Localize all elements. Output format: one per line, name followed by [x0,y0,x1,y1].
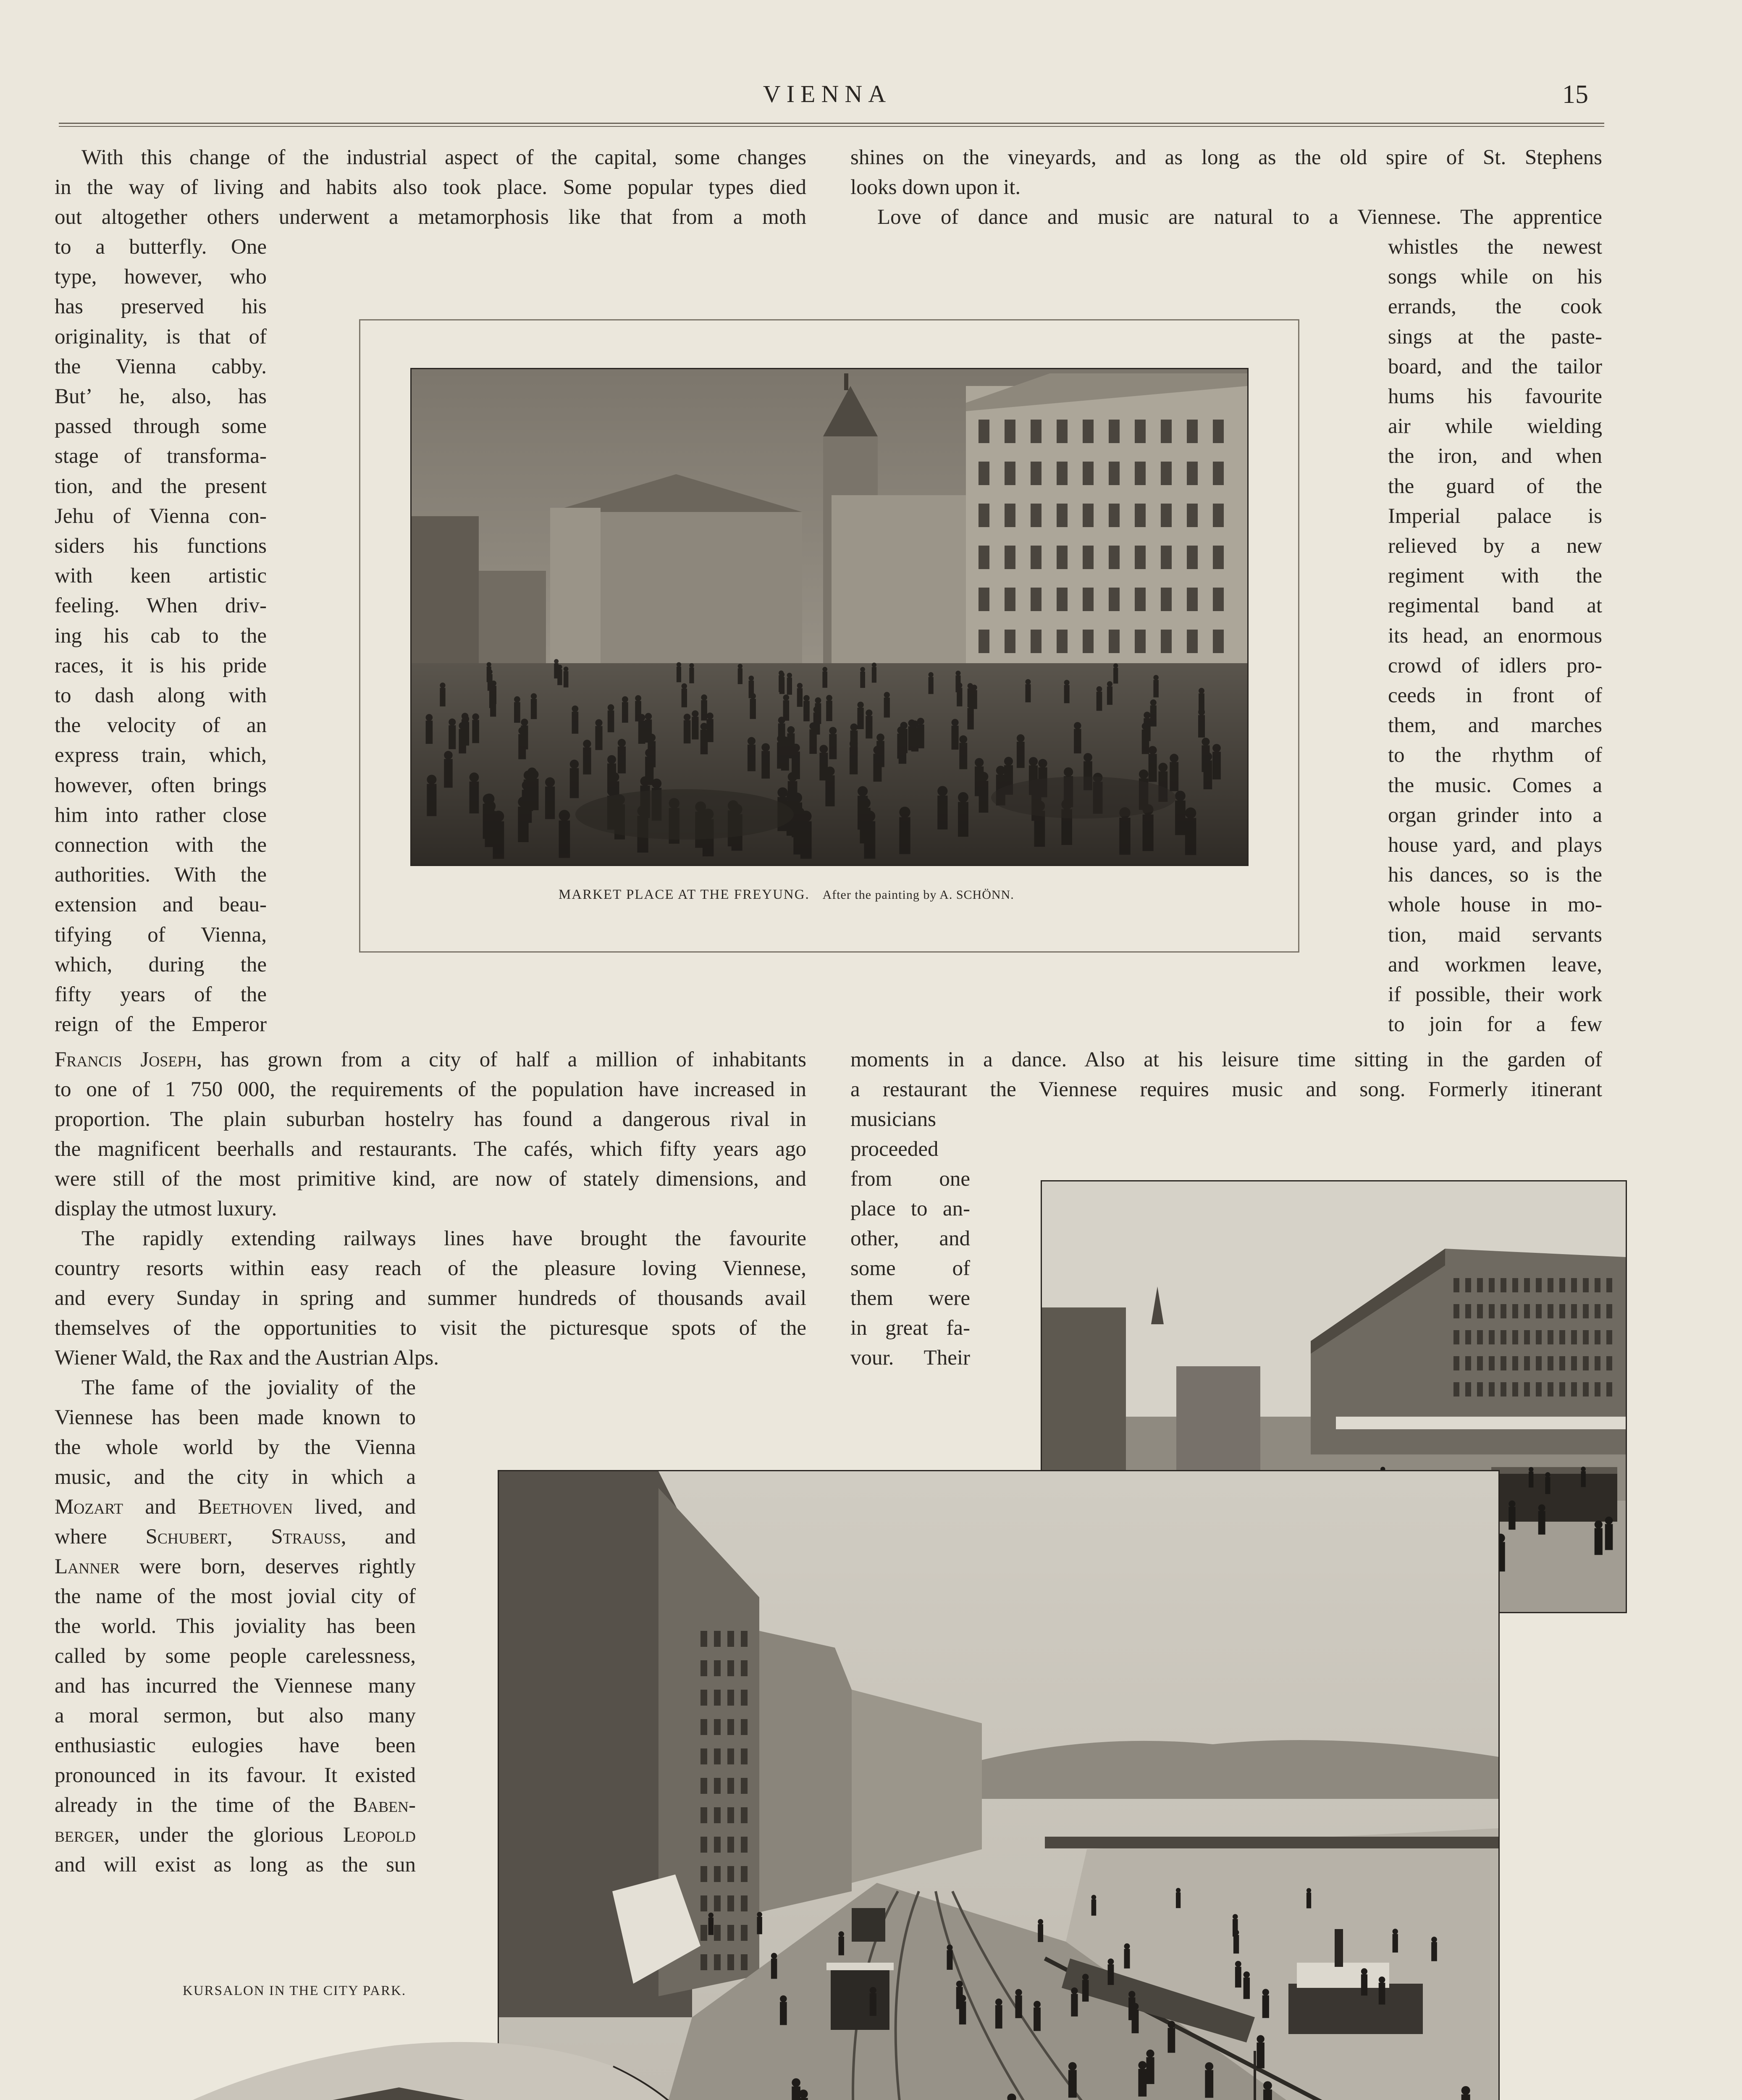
text-line: display the utmost luxury. [55,1197,277,1221]
text-line: authorities. With the [55,863,267,887]
text-line: and every Sunday in spring and summer hundreds of thousands avail [55,1286,806,1310]
name-mozart: Mozart [55,1495,123,1519]
text-line: tion, maid servants [1388,923,1602,947]
text-line: errands, the cook [1388,295,1602,319]
name-beethoven: Beethoven [198,1495,293,1519]
text-line: reign of the Emperor [55,1013,267,1037]
text-line: whole house in mo- [1388,893,1602,917]
text-line: looks down upon it. [850,176,1021,199]
text-line: proportion. The plain suburban hostelry has found a dangerous rival in [55,1108,806,1131]
text-line: crowd of idlers pro- [1388,654,1602,677]
text-line: feeling. When driv- [55,594,267,618]
text-line: his dances, so is the [1388,863,1602,887]
text-line: proceeded [850,1137,939,1161]
text-line: if possible, their work [1388,983,1602,1006]
text-line: them, and marches [1388,714,1602,738]
text-line: the whole world by the Vienna [55,1436,416,1459]
text-line: a moral sermon, but also many [55,1704,416,1727]
francis-josephs-quai-photo [498,1470,1500,2100]
text-line: house yard, and plays [1388,833,1602,857]
text-line: enthusiastic eulogies have been [55,1734,416,1757]
text-line: board, and the tailor [1388,354,1602,378]
text-line: the Vienna cabby. [55,354,267,378]
text-line: The fame of the joviality of the [81,1376,416,1399]
text-line: which, during the [55,953,267,976]
text-line: music, and the city in which a [55,1465,416,1489]
text-line: its head, an enormous [1388,624,1602,648]
text-line: extension and beau- [55,893,267,917]
text-line: pronounced in its favour. It existed [55,1764,416,1787]
text-line: has preserved his [55,295,267,319]
text-line: Imperial palace is [1388,504,1602,528]
text-line: Lanner were born, deserves rightly [55,1555,416,1578]
market-place-caption: MARKET PLACE AT THE FREYUNG. After the painting by A. SCHÖNN. [559,887,1014,902]
text-line: musicians [850,1108,936,1131]
text-line: Viennese has been made known to [55,1406,416,1429]
text-line: originality, is that of [55,325,267,349]
text-line: him into rather close [55,803,267,827]
text-line: sings at the paste- [1388,325,1602,349]
text-line: shines on the vineyards, and as long as the old spire of St. Stephens [850,146,1602,169]
text-line: them were [850,1286,970,1310]
text-line: air while wielding [1388,415,1602,438]
name-babenberger: Baben- [353,1793,416,1817]
text-line: Butʼ he, also, has [55,385,267,408]
text-line: The rapidly extending railways lines have brought the favourite [81,1227,806,1250]
text-line: Francis Joseph, has grown from a city of half a million of inhabitants [55,1048,806,1071]
page-number: 15 [1562,80,1588,109]
kursalon-vignette [101,2016,739,2100]
header-rule-top [59,123,1604,124]
text-line: relieved by a new [1388,534,1602,558]
running-head-title: VIENNA [763,80,892,108]
name-strauss: Strauss [271,1525,341,1549]
text-line: the iron, and when [1388,444,1602,468]
text-line: the world. This joviality has been [55,1614,416,1638]
text-line: already in the time of the Baben- [55,1793,416,1817]
text-line: were still of the most primitive kind, are now of stately dimensions, and [55,1167,806,1191]
text-line: Jehu of Vienna con- [55,504,267,528]
text-line: vour. Their [850,1346,970,1370]
kursalon-caption: KURSALON IN THE CITY PARK. [183,1983,407,1998]
text-line: country resorts within easy reach of the pleasure loving Viennese, [55,1257,806,1280]
text-line: and has incurred the Viennese many [55,1674,416,1698]
text-line: connection with the [55,833,267,857]
text-line: berger, under the glorious Leopold [55,1823,416,1847]
text-line: however, often brings [55,773,267,797]
text-line: the music. Comes a [1388,773,1602,797]
text-line: regimental band at [1388,594,1602,618]
text-line: siders his functions [55,534,267,558]
text-line: type, however, who [55,265,267,289]
name-lanner: Lanner [55,1555,120,1578]
text-line: passed through some [55,415,267,438]
text-line: a restaurant the Viennese requires music and song. Formerly itinerant [850,1078,1602,1101]
text-line: tifying of Vienna, [55,923,267,947]
text-line: whistles the newest [1388,235,1602,259]
text-line: other, and [850,1227,970,1250]
text-line: out altogether others underwent a metamorphosis like that from a moth [55,205,806,229]
name-schubert: Schubert [145,1525,227,1549]
text-line: Mozart and Beethoven lived, and [55,1495,416,1519]
name-francis-joseph: Francis Joseph [55,1048,197,1071]
text-line: called by some people carelessness, [55,1644,416,1668]
text-line: races, it is his pride [55,654,267,677]
text-line: to join for a few [1388,1013,1602,1037]
text-line: with keen artistic [55,564,267,588]
text-line: some of [850,1257,970,1280]
text-line: to the rhythm of [1388,743,1602,767]
text-line: moments in a dance. Also at his leisure time sitting in the garden of [850,1048,1602,1071]
text-line: where Schubert, Strauss, and [55,1525,416,1549]
text-line: to a butterfly. One [55,235,267,259]
text-line: regiment with the [1388,564,1602,588]
text-line: the name of the most jovial city of [55,1585,416,1608]
market-place-painting [410,368,1249,866]
text-line: hums his favourite [1388,385,1602,408]
text-line: to one of 1 750 000, the requirements of the population have increased in [55,1078,806,1101]
text-line: fifty years of the [55,983,267,1006]
text-line: from one [850,1167,970,1191]
text-line: express train, which, [55,743,267,767]
name-leopold: Leopold [343,1823,416,1847]
text-line: the magnificent beerhalls and restaurants. The cafés, which fifty years ago [55,1137,806,1161]
text-line: the guard of the [1388,474,1602,498]
text-line: ceeds in front of [1388,684,1602,707]
header-rule-bottom [59,126,1604,127]
text-line: stage of transforma- [55,444,267,468]
text-line: Love of dance and music are natural to a Viennese. The apprentice [877,205,1602,229]
text-line: the velocity of an [55,714,267,738]
text-line: songs while on his [1388,265,1602,289]
text-line: organ grinder into a [1388,803,1602,827]
text-line: in the way of living and habits also took place. Some popular types died [55,176,806,199]
market-place-credit: After the painting by A. SCHÖNN. [822,888,1014,902]
text-line: and workmen leave, [1388,953,1602,976]
text-line: to dash along with [55,684,267,707]
text-line: Wiener Wald, the Rax and the Austrian Alps. [55,1346,439,1370]
text-line: tion, and the present [55,474,267,498]
text-line: in great fa- [850,1316,970,1340]
text-line: With this change of the industrial aspect of the capital, some changes [81,146,806,169]
text-line: and will exist as long as the sun [55,1853,416,1877]
text-line: place to an- [850,1197,970,1221]
text-line: themselves of the opportunities to visit the picturesque spots of the [55,1316,806,1340]
text-line: ing his cab to the [55,624,267,648]
